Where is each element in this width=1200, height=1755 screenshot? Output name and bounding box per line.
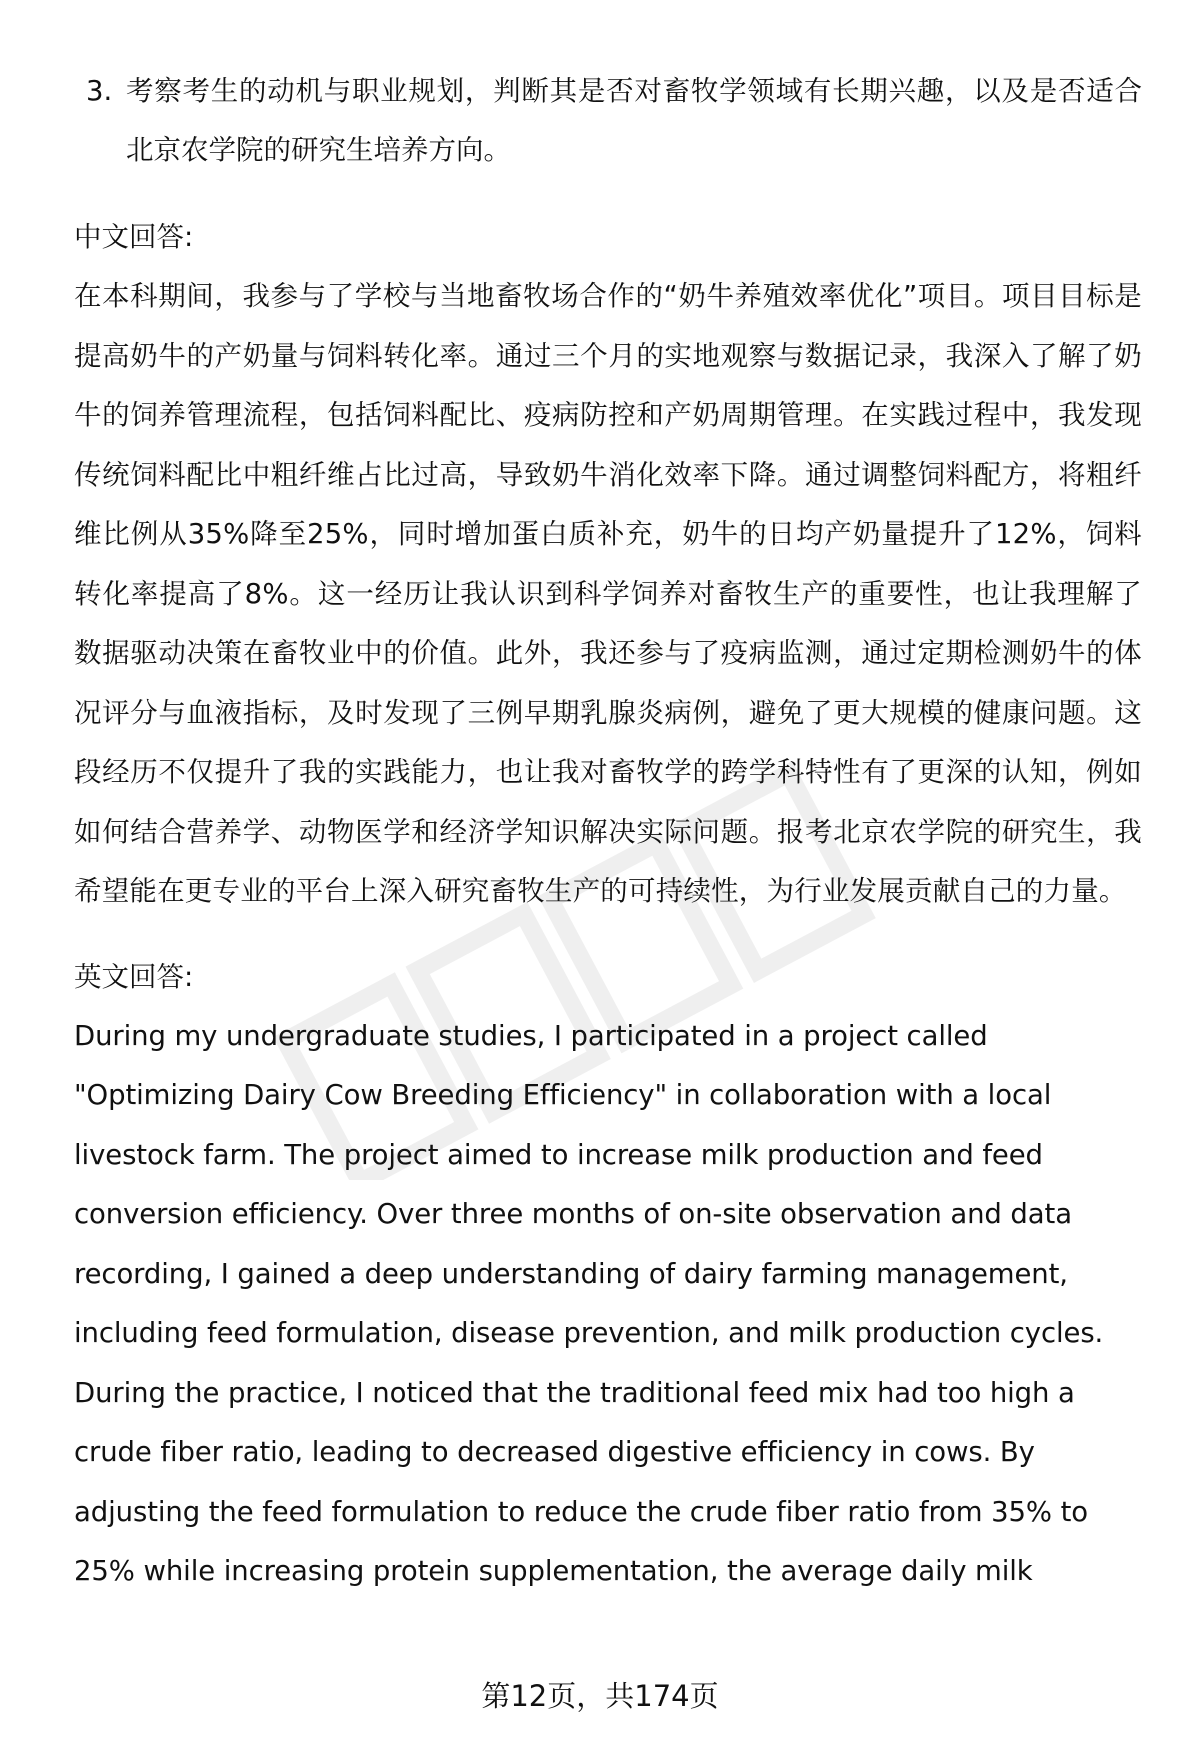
chinese-answer-text: 在本科期间，我参与了学校与当地畜牧场合作的“奶牛养殖效率优化”项目。项目目标是提高奶牛的产奶量与饲料转化率。通过三个月的实地观察与数据记录，我深入了解了奶牛的饲养管理流程，包括饲料配比、疫病防控和产奶周期管理。在实践过程中，我发现传统饲料配比中粗纤维占比过高，导致奶牛消化效率下降。通过调整饲料配方，将粗纤维比例从35%降至25%，同时增加蛋白质补充，奶牛的日均产奶量提升了12%，饲料转化率提高了8%。这一经历让我认识到科学饲养对畜牧生产的重要性，也让我理解了数据驱动决策在畜牧业中的价值。此外，我还参与了疫病监测，通过定期检测奶牛的体况评分与血液指标，及时发现了三例早期乳腺炎病例，避免了更大规模的健康问题。这段经历不仅提升了我的实践能力，也让我对畜牧学的跨学科特性有了更深的认知，例如如何结合营养学、动物医学和经济学知识解决实际问题。报考北京农学院的研究生，我希望能在更专业的平台上深入研究畜牧生产的可持续性，为行业发展贡献自己的力量。 bbox=[74, 280, 1142, 907]
english-answer-text bbox=[74, 1007, 1142, 1602]
english-line: including feed formulation, disease prevention, and milk production cycles. bbox=[74, 1317, 1104, 1349]
list-item-text: 考察考生的动机与职业规划，判断其是否对畜牧学领域有长期兴趣，以及是否适合北京农学院的研究生培养方向。 bbox=[126, 75, 1142, 166]
english-line: conversion efficiency. Over three months of on-site observation and data bbox=[74, 1198, 1072, 1230]
english-line: "Optimizing Dairy Cow Breeding Efficiency" in collaboration with a local bbox=[74, 1079, 1052, 1111]
list-number: 3. bbox=[86, 75, 113, 107]
english-line: 25% while increasing protein supplementation, the average daily milk bbox=[74, 1555, 1033, 1587]
english-line: During the practice, I noticed that the traditional feed mix had too high a bbox=[74, 1376, 1075, 1409]
chinese-answer-label: 中文回答: bbox=[74, 221, 194, 253]
english-line: adjusting the feed formulation to reduce the crude fiber ratio from 35% to bbox=[74, 1495, 1088, 1528]
english-line: crude fiber ratio, leading to decreased digestive efficiency in cows. By bbox=[74, 1436, 1035, 1468]
document-page bbox=[74, 62, 1142, 1602]
english-line: recording, I gained a deep understanding of dairy farming management, bbox=[74, 1257, 1068, 1290]
english-answer-label: 英文回答: bbox=[74, 960, 194, 993]
english-line: During my undergraduate studies, I participated in a project called bbox=[74, 1019, 988, 1052]
english-line: livestock farm. The project aimed to increase milk production and feed bbox=[74, 1138, 1043, 1171]
question-list-item bbox=[74, 62, 1142, 180]
page-number-footer: 第12页，共174页 bbox=[481, 1679, 719, 1713]
